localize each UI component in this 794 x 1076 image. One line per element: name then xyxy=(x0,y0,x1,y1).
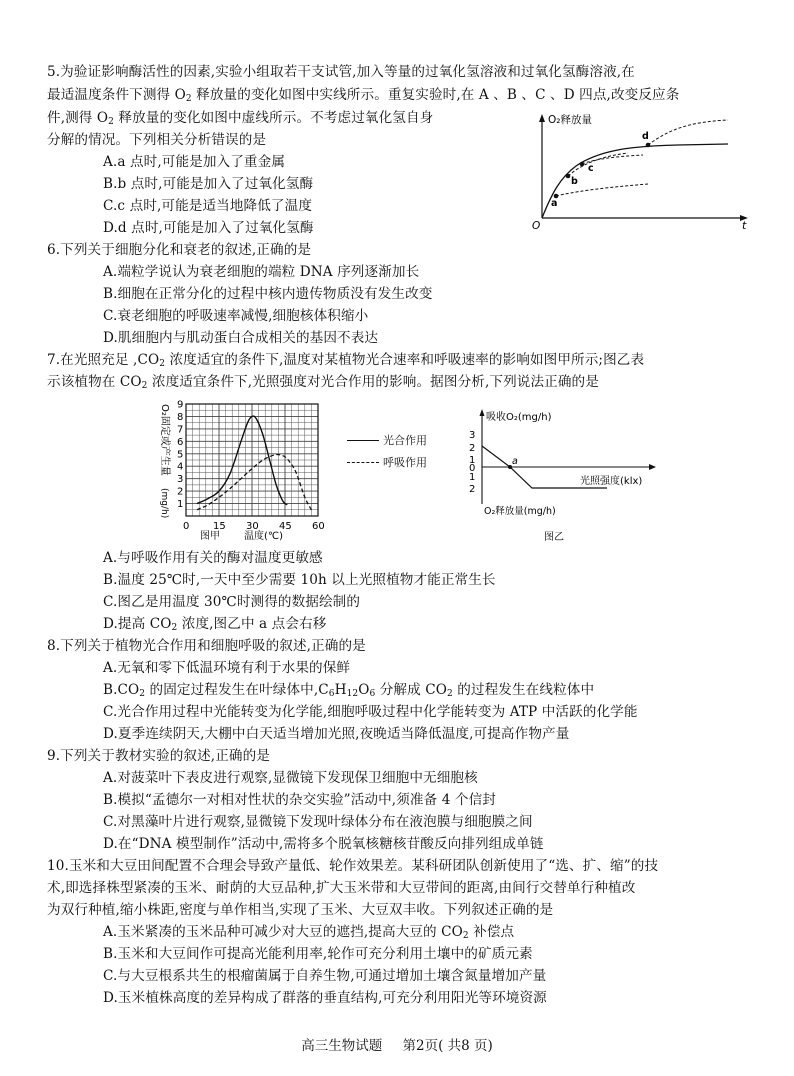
q5-line-3-a: 件,测得 O xyxy=(47,110,109,126)
yi-tick-3: 3 xyxy=(469,430,476,441)
q8-b-10: 2 xyxy=(446,689,453,699)
yi-caption: 图乙 xyxy=(544,532,564,543)
yi-tick-0: 0 xyxy=(469,463,476,474)
q5-line-2-sub: 2 xyxy=(185,94,192,104)
q10-option-c: C.与大豆根系共生的根瘤菌属于自养生物,可通过增加土壤含氮量增加产量 xyxy=(103,968,547,984)
q8-option-d: D.夏季连续阴天,大棚中白天适当增加光照,夜晚适当降低温度,可提高作物产量 xyxy=(103,726,570,742)
jia-y-tick-label: 3 xyxy=(177,474,184,486)
yi-tick-2: 2 xyxy=(469,443,476,454)
q5-point-c xyxy=(580,162,585,167)
legend-solid-swatch xyxy=(347,440,379,441)
page-footer xyxy=(0,1034,794,1054)
q7-line-2-c: 浓度适宜条件下,光照强度对光合作用的影响。据图分析,下列说法正确的是 xyxy=(147,374,599,390)
q9-option-a: A.对菠菜叶下表皮进行观察,显微镜下发现保卫细胞中无细胞核 xyxy=(103,770,478,786)
jia-legend xyxy=(347,430,437,472)
jia-y-tick-label: 2 xyxy=(177,486,184,498)
q5-line-3-sub: 2 xyxy=(108,117,114,127)
figure-jia-chart xyxy=(150,398,340,548)
legend-respiration xyxy=(347,452,437,472)
q9-stem: 9.下列关于教材实验的叙述,正确的是 xyxy=(47,748,270,764)
q5-line-1: 5.为验证影响酶活性的因素,实验小组取若干支试管,加入等量的过氧化氢溶液和过氧化氢酶溶液,在 xyxy=(47,64,635,80)
jia-x-tick-label: 30 xyxy=(246,521,259,532)
q7-line-1-a: 7.在光照充足 ,CO xyxy=(47,352,160,368)
q8-stem: 8.下列关于植物光合作用和细胞呼吸的叙述,正确的是 xyxy=(47,638,366,654)
q5-point-b-label: b xyxy=(571,176,578,187)
q7-line-1-sub: 2 xyxy=(159,359,166,369)
footer-subject: 高三生物试题 xyxy=(301,1038,383,1054)
q5-point-a-label: a xyxy=(551,198,558,209)
q10-option-d: D.玉米植株高度的差异构成了群落的垂直结构,可充分利用阳光等环境资源 xyxy=(103,990,547,1006)
q8-b-3: 的固定过程发生在叶绿体中,C xyxy=(145,682,329,698)
jia-y-tick-label: 7 xyxy=(177,424,184,436)
legend-photosynthesis xyxy=(347,430,437,450)
jia-caption: 图甲 xyxy=(200,531,220,542)
q5-y-label: O₂释放量 xyxy=(548,114,592,126)
q6-option-b: B.细胞在正常分化的过程中核内遗传物质没有发生改变 xyxy=(103,286,433,302)
jia-x-tick-label: 0 xyxy=(183,521,190,532)
q5-line-2 xyxy=(47,85,679,105)
yi-label-bottom: O₂释放量(mg/h) xyxy=(484,506,556,517)
yi-y-arrow-up xyxy=(480,409,485,416)
q7-option-d-c: 浓度,图乙中 a 点会右移 xyxy=(177,616,327,632)
q8-b-11: 的过程发生在线粒体中 xyxy=(452,682,595,698)
jia-y-label-b: (mg/h) xyxy=(159,488,169,519)
jia-respiration-curve xyxy=(197,454,311,509)
q10-option-a xyxy=(103,922,514,942)
yi-label-top: 吸收O₂(mg/h) xyxy=(486,412,552,423)
q7-option-d-sub: 2 xyxy=(171,623,178,633)
jia-x-tick-label: 60 xyxy=(312,521,325,532)
q5-line-2-a: 最适温度条件下测得 O xyxy=(47,87,186,103)
q7-option-d xyxy=(103,614,326,634)
q5-point-d xyxy=(646,143,651,148)
legend-dashed-swatch xyxy=(347,462,379,463)
q7-line-2 xyxy=(47,372,599,392)
yi-x-label: 光照强度(klx) xyxy=(580,476,643,487)
q5-dashed-curve-a xyxy=(556,184,648,196)
q5-solid-curve xyxy=(542,144,728,218)
q7-line-1-c: 浓度适宜的条件下,温度对某植物光合速率和呼吸速率的影响如图甲所示;图乙表 xyxy=(165,352,645,368)
q5-option-d: D.d 点时,可能是加入了过氧化氢酶 xyxy=(103,220,314,236)
q10-line-1: 10.玉米和大豆田间配置不合理会导致产量低、轮作效果差。某科研团队创新使用了“选、扩、缩”的技 xyxy=(47,858,659,874)
jia-y-tick-label: 9 xyxy=(177,399,184,411)
q7-line-1 xyxy=(47,350,644,370)
q10-option-b: B.玉米和大豆间作可提高光能利用率,轮作可充分利用土壤中的矿质元素 xyxy=(103,946,533,962)
q10-a-3: 补偿点 xyxy=(468,924,515,940)
q8-b-1: B.CO xyxy=(103,682,140,698)
q10-a-1: A.玉米紧凑的玉米品种可减少对大豆的遮挡,提高大豆的 CO xyxy=(103,924,463,940)
q8-option-c: C.光合作用过程中光能转变为化学能,细胞呼吸过程中化学能转变为 ATP 中活跃的化学能 xyxy=(103,704,638,720)
q6-option-c: C.衰老细胞的呼吸速率减慢,细胞核体积缩小 xyxy=(103,308,369,324)
q7-option-b: B.温度 25℃时,一天中至少需要 10h 以上光照植物才能正常生长 xyxy=(103,572,496,588)
q5-point-c-label: c xyxy=(588,163,594,174)
q6-option-d: D.肌细胞内与肌动蛋白合成相关的基因不表达 xyxy=(103,330,379,346)
q7-option-c: C.图乙是用温度 30℃时测得的数据绘制的 xyxy=(103,594,361,610)
yi-tick-neg1: 1 xyxy=(469,472,476,483)
yi-tick-1: 1 xyxy=(469,455,476,466)
q7-option-a: A.与呼吸作用有关的酶对温度更敏感 xyxy=(103,550,323,566)
q6-stem: 6.下列关于细胞分化和衰老的叙述,正确的是 xyxy=(47,242,312,258)
q5-point-b xyxy=(566,174,571,179)
q7-line-2-a: 示该植物在 CO xyxy=(47,374,142,390)
q5-option-a: A.a 点时,可能是加入了重金属 xyxy=(103,154,286,170)
q5-dashed-curve-d xyxy=(648,120,728,145)
legend-photosynthesis-label: 光合作用 xyxy=(383,434,427,447)
jia-y-tick-label: 1 xyxy=(177,499,184,511)
q5-x-label: t xyxy=(742,219,747,232)
q5-line-4: 分解的情况。下列相关分析错误的是 xyxy=(47,132,267,148)
footer-page-number: 第2页( 共8 页) xyxy=(402,1038,493,1054)
yi-point-a-label: a xyxy=(512,456,518,467)
jia-x-tick-label: 15 xyxy=(213,521,226,532)
q5-option-b: B.b 点时,可能是加入了过氧化氢酶 xyxy=(103,176,314,192)
jia-y-tick-label: 8 xyxy=(177,411,184,423)
q6-option-a: A.端粒学说认为衰老细胞的端粒 DNA 序列逐渐加长 xyxy=(103,264,420,280)
q5-enzyme-graph xyxy=(528,108,760,232)
q8-b-5: H xyxy=(334,682,347,698)
q8-option-a: A.无氧和零下低温环境有利于水果的保鲜 xyxy=(103,660,351,676)
jia-x-label: 温度(℃) xyxy=(244,531,284,542)
q10-a-2: 2 xyxy=(462,931,469,941)
jia-y-tick-label: 6 xyxy=(177,436,184,448)
figure-yi-chart xyxy=(462,404,677,548)
q8-b-6: 12 xyxy=(346,689,359,699)
legend-respiration-label: 呼吸作用 xyxy=(383,456,427,469)
q10-line-3: 为双行种植,缩小株距,密度与单作相当,实现了玉米、大豆双丰收。下列叙述正确的是 xyxy=(47,902,554,918)
q5-line-3-c: 释放量的变化如图中虚线所示。不考虑过氧化氢自身 xyxy=(114,110,434,126)
q5-origin-label: O xyxy=(532,220,541,232)
q5-option-c: C.c 点时,可能是适当地降低了温度 xyxy=(103,198,313,214)
q8-b-7: O xyxy=(358,682,370,698)
yi-x-arrow xyxy=(649,464,656,470)
q9-option-d: D.在“DNA 模型制作”活动中,需将多个脱氧核糖核苷酸反向排列组成单链 xyxy=(103,836,544,852)
q5-line-2-c: 释放量的变化如图中实线所示。重复实验时,在 A 、B 、C 、D 四点,改变反应条 xyxy=(191,87,680,103)
jia-y-tick-label: 5 xyxy=(177,449,184,461)
q8-b-4: 6 xyxy=(328,689,335,699)
jia-x-tick-label: 45 xyxy=(279,521,292,532)
q8-b-8: 6 xyxy=(369,689,376,699)
jia-y-tick-label: 4 xyxy=(177,461,184,473)
q5-point-d-label: d xyxy=(642,131,649,142)
q5-y-arrow xyxy=(539,114,545,122)
q7-option-d-a: D.提高 CO xyxy=(103,616,172,632)
q8-b-9: 分解成 CO xyxy=(375,682,447,698)
q5-line-3 xyxy=(47,108,433,128)
q7-line-2-sub: 2 xyxy=(141,381,148,391)
yi-tick-neg2: 2 xyxy=(469,484,476,495)
q9-option-b: B.模拟“孟德尔一对相对性状的杂交实验”活动中,须准备 4 个信封 xyxy=(103,792,496,808)
q8-option-b xyxy=(103,680,594,700)
jia-y-label-a: O₂固定或产生量 xyxy=(159,404,170,476)
q9-option-c: C.对黑藻叶片进行观察,显微镜下发现叶绿体分布在液泡膜与细胞膜之间 xyxy=(103,814,533,830)
q8-b-2: 2 xyxy=(139,689,146,699)
q10-line-2: 术,即选择株型紧凑的玉米、耐荫的大豆品种,扩大玉米带和大豆带间的距离,由间行交替单行种植改 xyxy=(47,880,636,896)
